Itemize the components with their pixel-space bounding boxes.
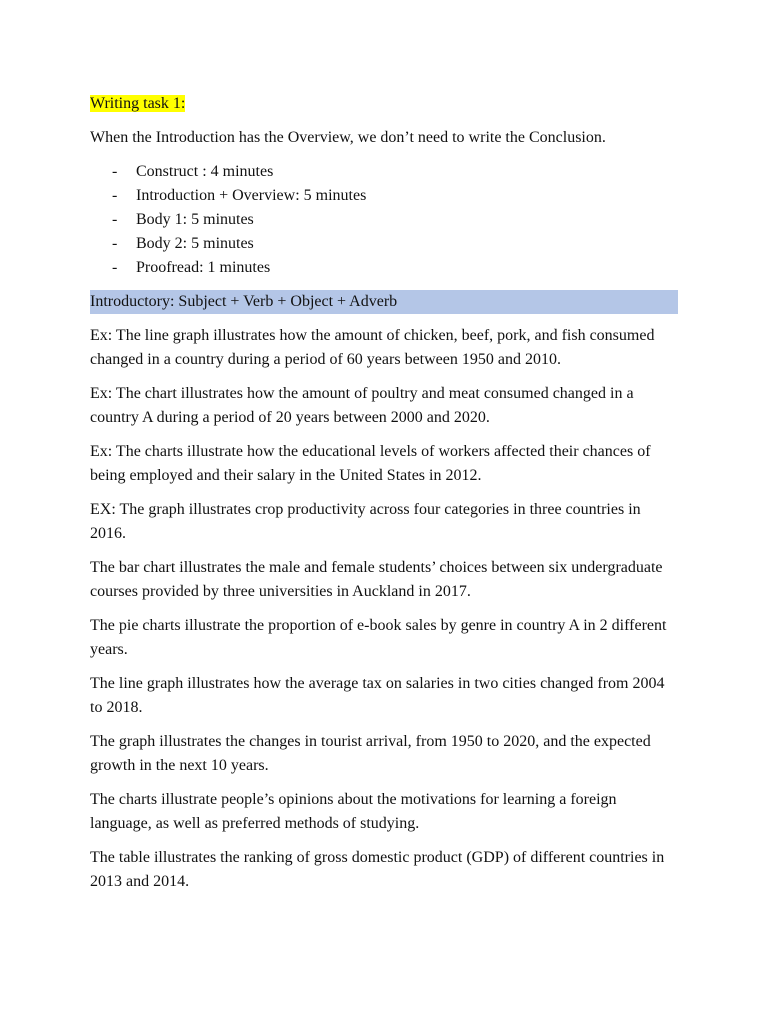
example-paragraph: EX: The graph illustrates crop productivity across four categories in three countries in 2016. [90,501,641,542]
example-paragraph: Ex: The line graph illustrates how the amount of chicken, beef, pork, and fish consumed changed in a country during a period of 60 years between 1950 and 2010. [90,327,655,368]
step-text: Body 2: 5 minutes [136,235,254,252]
example-paragraph: The table illustrates the ranking of gross domestic product (GDP) of different countries in 2013 and 2014. [90,849,665,890]
list-item [90,184,678,208]
bullet-dash: - [112,259,118,276]
example-paragraph: The charts illustrate people’s opinions about the motivations for learning a foreign language, as well as preferred methods of studying. [90,791,617,832]
list-item [90,160,678,184]
step-text: Construct : 4 minutes [136,163,274,180]
page-heading: Writing task 1: [90,95,186,112]
intro-note: When the Introduction has the Overview, we don’t need to write the Conclusion. [90,129,606,146]
time-steps-list [90,160,678,280]
step-text: Proofread: 1 minutes [136,259,271,276]
example-paragraph: The pie charts illustrate the proportion of e-book sales by genre in country A in 2 different years. [90,617,667,658]
example-paragraph: The line graph illustrates how the average tax on salaries in two cities changed from 2004 to 2018. [90,675,665,716]
bullet-dash: - [112,211,118,228]
heading-line [90,92,678,116]
bullet-dash: - [112,187,118,204]
example-paragraph: Ex: The charts illustrate how the educational levels of workers affected their chances of being employed and their salary in the United States in 2012. [90,443,651,484]
bullet-dash: - [112,163,118,180]
formula-line: Introductory: Subject + Verb + Object + Adverb [90,290,678,314]
example-paragraph: Ex: The chart illustrates how the amount of poultry and meat consumed changed in a country A during a period of 20 years between 2000 and 2020. [90,385,634,426]
example-paragraph: The graph illustrates the changes in tourist arrival, from 1950 to 2020, and the expected growth in the next 10 years. [90,733,651,774]
bullet-dash: - [112,235,118,252]
list-item [90,256,678,280]
example-paragraph: The bar chart illustrates the male and female students’ choices between six undergraduate courses provided by three universities in Auckland in 2017. [90,559,663,600]
step-text: Introduction + Overview: 5 minutes [136,187,367,204]
list-item [90,208,678,232]
document-page [90,92,678,904]
step-text: Body 1: 5 minutes [136,211,254,228]
list-item [90,232,678,256]
